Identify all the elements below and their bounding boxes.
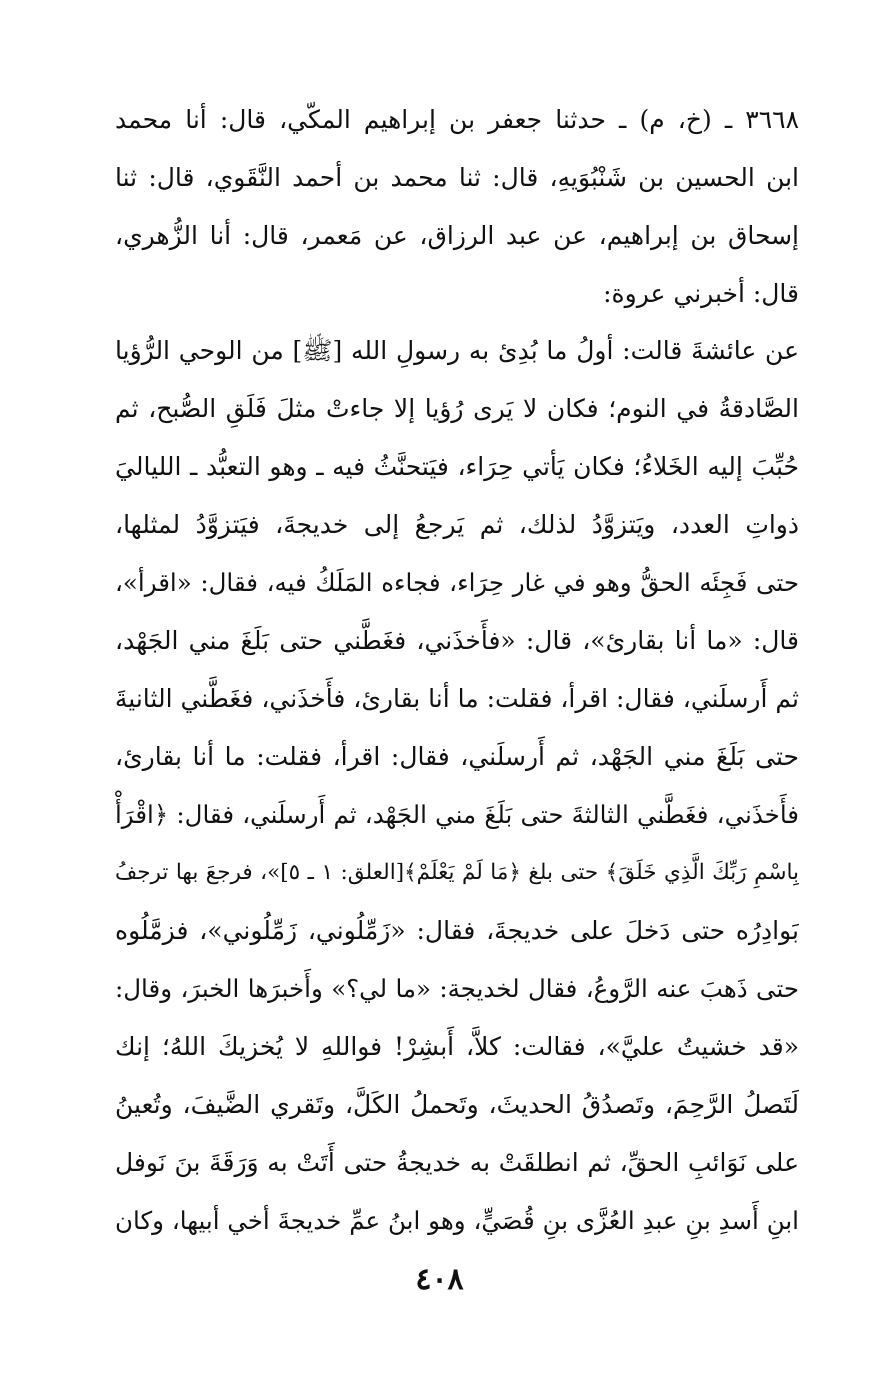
text-line: فأَخذَني، فغَطَّني الثالثةَ حتى بَلَغَ مني الجَهْد، ثم أَرسلَني، فقال: ﴿اقْرَأْ xyxy=(115,800,799,829)
text-line: ذواتِ العدد، ويَتزوَّدُ لذلك، ثم يَرجعُ إلى خديجةَ، فيَتزوَّدُ لمثلها، xyxy=(115,510,799,539)
text-line: حتى فَجِئَه الحقُّ وهو في غار حِرَاء، فجاءه المَلَكُ فيه، فقال: «اقرأ»، xyxy=(115,568,799,597)
text-line: حتى ذَهبَ عنه الرَّوعُ، فقال لخديجة: «ما لي؟» وأَخبرَها الخبرَ، وقال: xyxy=(115,974,799,1003)
text-line: عن عائشةَ قالت: أولُ ما بُدِئ به رسولِ الله [ﷺ] من الوحي الرُّؤيا xyxy=(115,336,799,365)
text-line: إسحاق بن إبراهيم، عن عبد الرزاق، عن مَعمر، قال: أنا الزُّهري، xyxy=(115,221,799,250)
text-line: الصَّادقةُ في النوم؛ فكان لا يَرى رُؤيا إلا جاءتْ مثلَ فَلَقِ الصُّبح، ثم xyxy=(115,394,799,423)
text-line: لَتَصلُ الرَّحِمَ، وتَصدُقُ الحديثَ، وتَحملُ الكَلَّ، وتَقري الضَّيفَ، وتُعينُ xyxy=(115,1090,799,1119)
text-line: ابنِ أَسدِ بنِ عبدِ العُزَّى بنِ قُصَيٍّ، وهو ابنُ عمِّ خديجةَ أخي أبيها، وكان xyxy=(115,1206,799,1235)
text-line: ثم أَرسلَني، فقال: اقرأ، فقلت: ما أنا بقارئ، فأَخذَني، فغَطَّني الثانيةَ xyxy=(115,684,799,713)
text-line: ابن الحسين بن شَنْبُوَيهِ، قال: ثنا محمد بن أحمد النَّقَوي، قال: ثنا xyxy=(115,163,799,192)
hadith-isnad xyxy=(115,91,799,323)
text-line: بِاسْمِ رَبِّكَ الَّذِي خَلَقَ﴾ حتى بلغ ﴿مَا لَمْ يَعْلَمْ﴾[العلق: ١ ـ ٥]»، فرجعَ بها ترجفُ xyxy=(115,860,799,885)
hadith-matn xyxy=(115,322,799,1250)
text-line: حتى بَلَغَ مني الجَهْد، ثم أَرسلَني، فقال: اقرأ، فقلت: ما أنا بقارئ، xyxy=(115,742,799,771)
text-line: بَوادِرُه حتى دَخلَ على خديجةَ، فقال: «زَمِّلُوني، زَمِّلُوني»، فزمَّلُوه xyxy=(115,916,799,945)
text-line: «قد خشيتُ عليَّ»، فقالت: كلاَّ، أَبشِرْ! فواللهِ لا يُخزيكَ اللهُ؛ إنك xyxy=(115,1032,799,1061)
text-line: ٣٦٦٨ ـ (خ، م) ـ حدثنا جعفر بن إبراهيم المكّي، قال: أنا محمد xyxy=(115,105,799,134)
text-line: حُبِّبَ إليه الخَلاءُ؛ فكان يَأتي حِرَاء، فيَتحنَّثُ فيه ـ وهو التعبُّد ـ اللياليَ xyxy=(115,452,799,481)
text-line: على نَوَائبِ الحقِّ، ثم انطلقَتْ به خديجةُ حتى أَتَتْ به وَرَقَةَ بنَ نَوفل xyxy=(115,1148,799,1177)
page-number: ٤٠٨ xyxy=(415,1262,464,1297)
text-line: قال: أخبرني عروة: xyxy=(603,279,799,308)
text-line: قال: «ما أنا بقارئ»، قال: «فأَخذَني، فغَطَّني حتى بَلَغَ مني الجَهْد، xyxy=(115,626,799,655)
